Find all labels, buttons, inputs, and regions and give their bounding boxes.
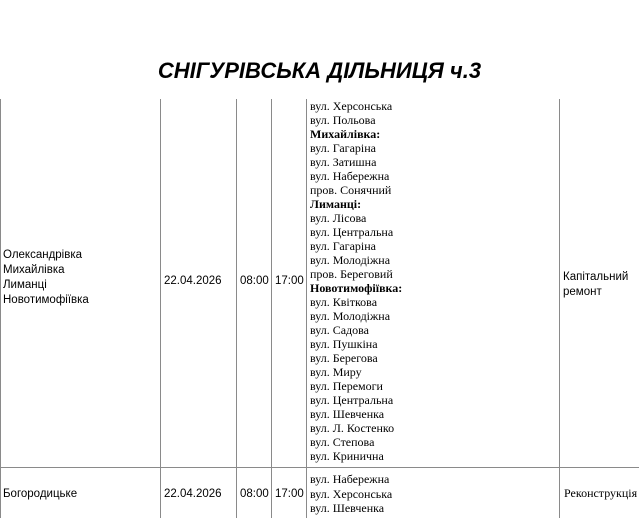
table-divider-end [271,99,272,518]
table-divider-streets [306,99,307,518]
page-title: СНІГУРІВСЬКА ДІЛЬНИЦЯ ч.3 [157,58,482,83]
work-type-line: ремонт [563,286,602,298]
table-row-divider [0,467,639,468]
settlement-name: Олександрівка [3,249,83,261]
street-item: вул. Молодіжна [310,309,391,323]
street-item: вул. Перемоги [310,379,383,393]
table-divider-start [236,99,237,518]
street-item: вул. Херсонська [310,486,393,501]
street-item: вул. Берегова [310,351,378,365]
street-item: вул. Молодіжна [310,253,391,267]
street-item: вул. Гагаріна [310,141,377,155]
street-item: вул. Набережна [310,169,390,183]
street-item: вул. Центральна [310,393,394,407]
row1-streets-list [310,99,560,463]
settlement-name: Михайлівка [3,264,65,276]
street-item: вул. Шевченка [310,407,385,421]
table-border-left [0,99,1,518]
settlement-name: Лиманці [3,279,47,291]
street-group-heading: Новотимофіївка: [310,281,403,295]
street-group-heading: Михайлівка: [310,127,381,141]
row2-settlement: Богородицьке [3,488,78,500]
row1-end-time: 17:00 [275,275,304,287]
street-item: пров. Сонячний [310,183,392,197]
street-item: вул. Затишна [310,155,377,169]
street-item: вул. Лісова [310,211,367,225]
row1-date: 22.04.2026 [164,275,222,287]
street-item: вул. Центральна [310,225,394,239]
street-item: вул. Набережна [310,472,390,486]
street-item: вул. Садова [310,323,369,337]
street-group-heading: Лиманці: [310,197,362,211]
row2-date: 22.04.2026 [164,488,222,500]
street-item: пров. Береговий [310,267,393,281]
street-item: вул. Херсонська [310,99,393,113]
row1-settlements [3,248,89,308]
work-type-line: Капітальний [563,271,629,283]
row2-streets-list [310,472,560,516]
row1-work-type [563,270,628,300]
street-item: вул. Кринична [310,449,384,463]
row2-end-time: 17:00 [275,488,304,500]
street-item: вул. Шевченка [310,501,385,515]
street-item: вул. Степова [310,435,375,449]
row2-start-time: 08:00 [240,488,269,500]
street-item: вул. Пушкіна [310,337,378,351]
street-item: вул. Гагаріна [310,239,377,253]
settlement-name: Новотимофіївка [3,294,89,306]
street-item: вул. Польова [310,113,376,127]
row2-work-type: Реконструкція [564,486,638,500]
street-item: вул. Л. Костенко [310,421,395,435]
row1-start-time: 08:00 [240,275,269,287]
street-item: вул. Миру [310,365,362,379]
table-divider-date [160,99,161,518]
street-item: вул. Квіткова [310,295,378,309]
